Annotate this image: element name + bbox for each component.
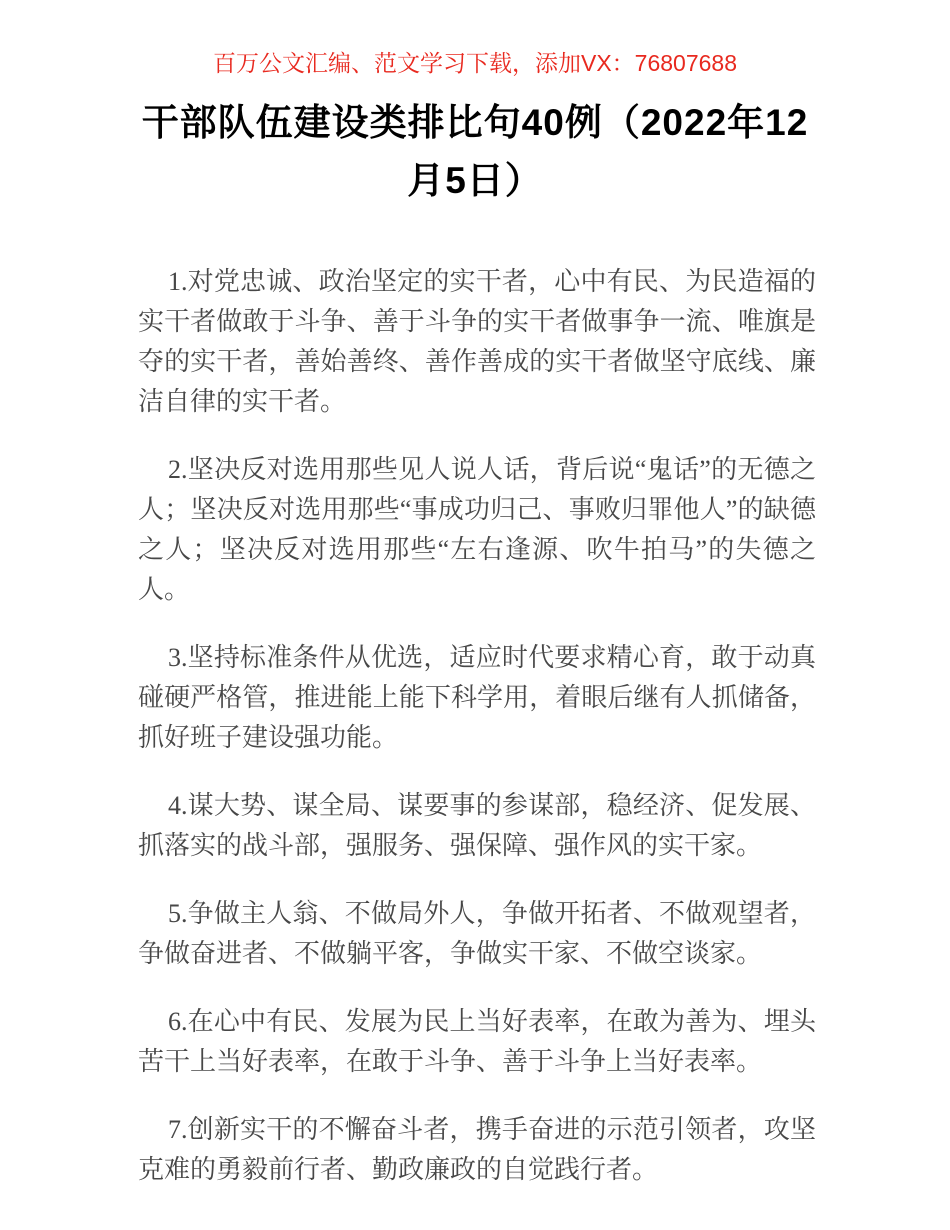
document-body bbox=[138, 262, 816, 1190]
paragraph-3: 3.坚持标准条件从优选，适应时代要求精心育，敢于动真碰硬严格管，推进能上能下科学用，着眼后继有人抓储备，抓好班子建设强功能。 bbox=[138, 643, 816, 752]
paragraph-2: 2.坚决反对选用那些见人说人话，背后说“鬼话”的无德之人；坚决反对选用那些“事成功归己、事败归罪他人”的缺德之人；坚决反对选用那些“左右逢源、吹牛拍马”的失德之人。 bbox=[138, 455, 816, 604]
paragraph-1: 1.对党忠诚、政治坚定的实干者，心中有民、为民造福的实干者做敢于斗争、善于斗争的实干者做事争一流、唯旗是夺的实干者，善始善终、善作善成的实干者做坚守底线、廉洁自律的实干者。 bbox=[138, 267, 816, 416]
paragraph-4: 4.谋大势、谋全局、谋要事的参谋部，稳经济、促发展、抓落实的战斗部，强服务、强保障、强作风的实干家。 bbox=[138, 791, 816, 860]
paragraph-6: 6.在心中有民、发展为民上当好表率，在敢为善为、埋头苦干上当好表率，在敢于斗争、善于斗争上当好表率。 bbox=[138, 1007, 816, 1076]
promo-notice-text: 百万公文汇编、范文学习下载，添加VX：76807688 bbox=[212, 50, 737, 76]
document-title: 干部队伍建设类排比句40例（2022年12月5日） bbox=[141, 102, 809, 201]
paragraph-5: 5.争做主人翁、不做局外人，争做开拓者、不做观望者，争做奋进者、不做躺平客，争做实干家、不做空谈家。 bbox=[138, 899, 816, 968]
paragraph-7: 7.创新实干的不懈奋斗者，携手奋进的示范引领者，攻坚克难的勇毅前行者、勤政廉政的自觉践行者。 bbox=[138, 1115, 816, 1184]
